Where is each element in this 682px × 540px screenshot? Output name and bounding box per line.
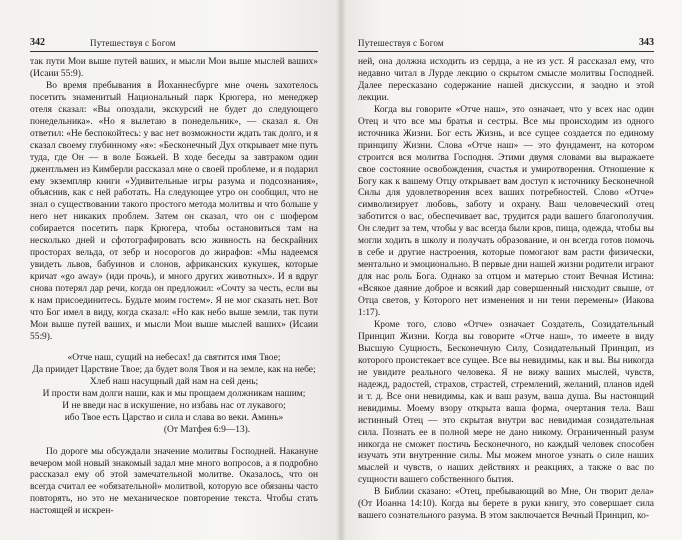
left-running-title: Путешествуя с Богом	[90, 38, 176, 48]
right-paragraph-2: Когда вы говорите «Отче наш», это означает, что у всех нас один Отец и что все мы братья и сестры. Все мы происходим из одного источника Жизни. Бог есть Жизнь, и все сущее создается по единому принципу Жизни. Слова «Отче наш» — это фундамент, на котором строится вся молитва Господня. Этими двумя словами вы выражаете свое состояние освобождения, счастья и умиротворения. Отношение к Богу как к вашему Отцу открывает вам доступ к источнику Бесконечной Силы для удовлетворения всех ваших потребностей. Слово «Отче» символизирует любовь, заботу и охрану. Ваш человеческий отец заботится о вас, обеспечивает вас, трудится ради вашего благополучия. Он следит за тем, чтобы у вас всегда были кров, пища, одежда, чтобы вы могли ходить в школу и получать образование, и он всегда готов помочь в себе и другие настроения, которые помогают вам расти физически, ментально и эмоционально. В первые дни нашей жизни родители играют для нас роль Бога. Однако за отцом и матерью стоит Вечная Истина: «Всякое даяние доброе и всякий дар совершенный нисходит свыше, от Отца светов, у Которого нет изменения и ни тени перемены» (Иакова 1:17).	[358, 104, 654, 319]
left-page	[0, 0, 340, 540]
left-paragraph-2: Во время пребывания в Йоханнесбурге мне очень захотелось посетить знаменитый Национальный парк Крюгера, но менеджер отеля сказал: «Вы опоздали, экскурсий не будет до следующего понедельника». «Но я вылетаю в понедельник», — сказал я. Он ответил: «Не беспокойтесь: у вас нет возможности ждать так долго, и я сказал своему глубинному «я»: «Бесконечный Дух открывает мне путь туда, где Он — в воле Божьей. В ходе беседы за завтраком один джентльмен из Кимберли рассказал мне о своей проблеме, и я подарил ему экземпляр книги «Удивительные игры разума и подсознания», объяснив, как с ней работать. На следующее утро он сообщил, что не знал о существовании такого простого метода молитвы и что больше у него нет никаких проблем. Затем он сказал, что он с шофером собирается посетить парк Крюгера, чтобы остановиться там на несколько дней и сфотографировать всю живность на бескрайних просторах вельда, от зебр и носорогов до жирафов: «Мы надеемся увидеть львов, бабуинов и слонов, африканских кукушек, которые кричат «go away» (иди прочь), и много других животных». И я вдруг снова потерял дар речи, когда он предложил: «Сочту за честь, если вы к нам присоединитесь. Будьте моим гостем». Я не мог сказать нет. Вот что Бог имел в виду, когда сказал: «Но как небо выше земли, так пути Мои выше путей ваших, и мысли Мои выше мыслей ваших» (Исаии 55:9).	[30, 80, 318, 342]
left-running-head	[30, 36, 318, 50]
left-page-number: 342	[30, 37, 45, 48]
right-running-title: Путешествуя с Богом	[358, 38, 444, 48]
left-page-text	[30, 57, 318, 518]
right-paragraph-4: В Библии сказано: «Отец, пребывающий во Мне, Он творит дела» (От Иоанна 14:10). Когда вы берете в руки книгу, это совершает сила вашего сознательного разума. В этом заключается Вечный Принцип, ко-	[358, 487, 654, 522]
prayer-line: «Отче наш, сущий на небесах! да святится имя Твое;	[67, 352, 281, 363]
right-paragraph-1: ней, она должна исходить из сердца, а не из уст. Я рассказал ему, что недавно читал в Лурде лекцию о скрытом смысле молитвы Господней. Далее пересказано содержание нашей дискуссии, я заодно и этой лекции.	[358, 57, 654, 103]
left-paragraph-1: так пути Мои выше путей ваших, и мысли Мои выше мыслей ваших» (Исаии 55:9).	[30, 57, 318, 79]
right-page	[340, 0, 682, 540]
prayer-line: И не введи нас в искушение, но избавь нас от лукавого;	[62, 400, 286, 411]
prayer-line: Да приидет Царствие Твое; да будет воля Твоя и на земле, как на небе;	[32, 364, 316, 375]
right-running-head	[358, 36, 654, 50]
left-paragraph-3: По дороге мы обсуждали значение молитвы Господней. Накануне вечером мой новый знакомый задал мне много вопросов, а я подробно рассказал ему об этой замечательной молитве. Оказалось, что он всегда считал ее «обязательной» молитвой, которую все обязаны часто повторять, но это не механическое повторение текста. Чтобы стать настоящей и искрен-	[30, 446, 318, 517]
right-page-number: 343	[639, 37, 654, 48]
lords-prayer-quote	[30, 353, 318, 437]
left-head-rule	[30, 51, 318, 52]
right-head-rule	[358, 51, 654, 52]
prayer-line: Хлеб наш насущный дай нам на сей день;	[89, 376, 259, 387]
prayer-line: ибо Твое есть Царство и сила и слава во веки. Аминь»	[64, 412, 284, 423]
right-page-text	[358, 57, 654, 523]
prayer-line: И прости нам долги наши, как и мы прощаем должникам нашим;	[42, 388, 306, 399]
prayer-source: (От Матфея 6:9—13).	[163, 424, 251, 435]
right-paragraph-3: Кроме того, слово «Отче» означает Создатель, Созидательный Принцип Жизни. Когда вы говорите «Отче наш», то имеете в виду Высшую Сущность, Бесконечную Силу, Созидательный Принцип, из которого проистекает все сущее. Все вы невидимы, как и вы. Вы никогда не увидите реального человека. Я не вижу ваших мыслей, чувств, надежд, радостей, страхов, страстей, стремлений, желаний, планов идей и т. д. Все они невидимы, как и ваш разум, ваша душа. Вы настоящий невидимы. Моему взору открыта ваша форма, очертания тела. Ваш истинный Отец — это скрытая внутри вас невидимая созидательная сила. Познать ее в полной мере не дано никому. Ограниченный разум никогда не сможет постичь Бесконечного, но каждый человек способен изучать эти внутренние силы. Мы можем многое узнать о силе наших мыслей и чувств, о наших действиях и реакциях, а также о вас по сущности вашего собственного бытия.	[358, 319, 654, 486]
